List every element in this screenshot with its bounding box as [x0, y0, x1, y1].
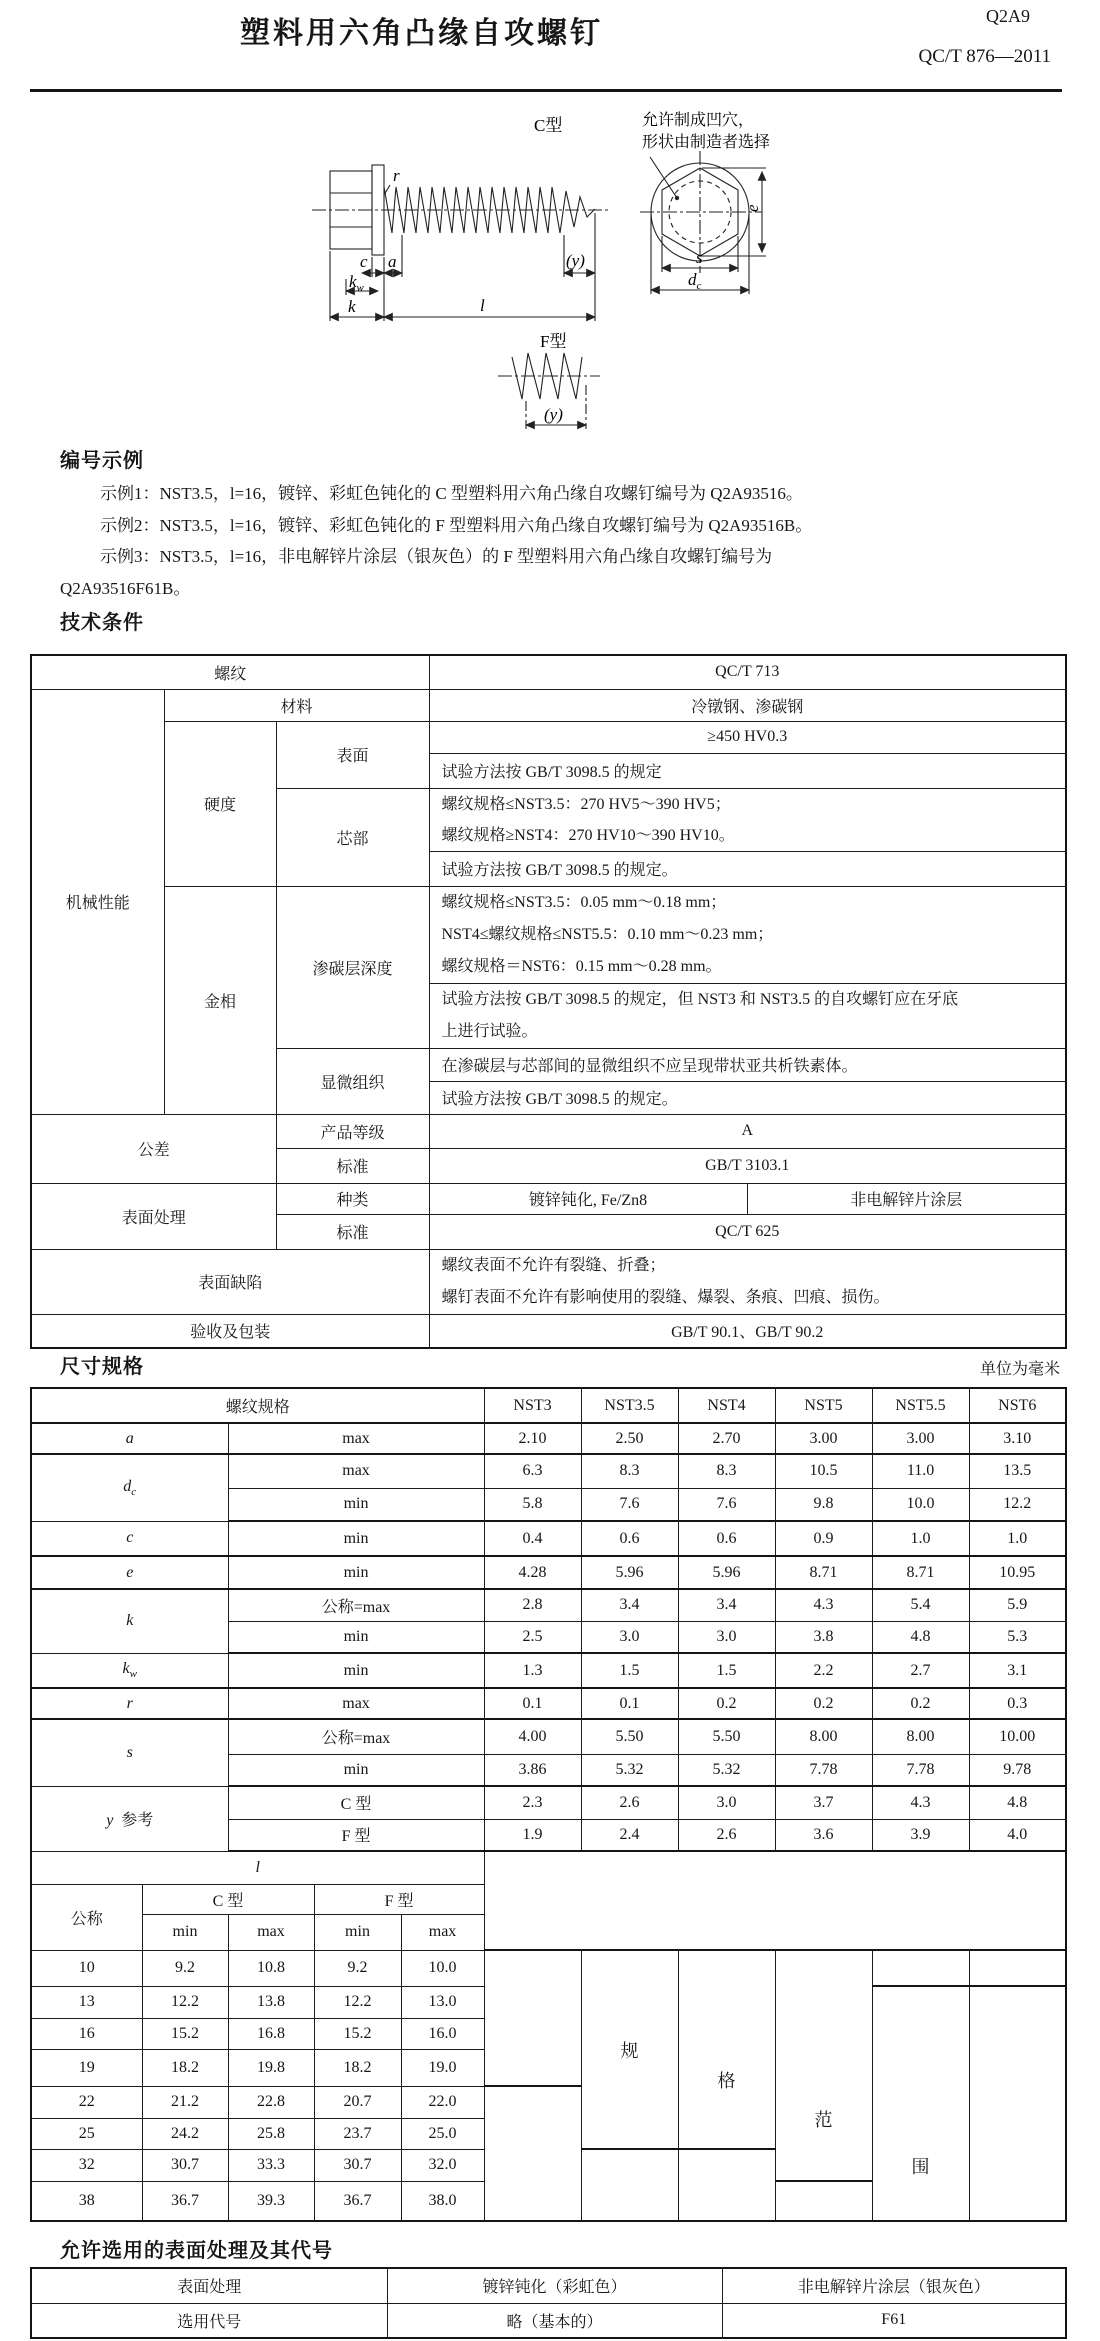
- cell: 0.1: [581, 1688, 678, 1719]
- numbering-heading: 编号示例: [60, 450, 144, 472]
- tech-defect-value: 螺纹表面不允许有裂缝、折叠； 螺钉表面不允许有影响使用的裂缝、爆裂、条痕、凹痕、损伤。: [429, 1249, 1066, 1314]
- range-nst5_5: 围: [872, 1986, 969, 2221]
- cell: 7.6: [581, 1488, 678, 1521]
- sub-label: max: [228, 1454, 484, 1488]
- size-table: [30, 1387, 1067, 2222]
- tech-metallo-label: 金相: [164, 886, 276, 1114]
- param-c: c: [31, 1521, 228, 1556]
- cell: 9.2: [314, 1950, 401, 1986]
- cell: 10.0: [401, 1950, 484, 1986]
- range-nst3: [484, 1950, 581, 2086]
- surface-row-label: 表面处理: [31, 2268, 387, 2303]
- dim-fy: (y): [544, 405, 563, 424]
- tech-kind-value1: 镀锌钝化, Fe/Zn8: [429, 1183, 747, 1214]
- cell: 20.7: [314, 2086, 401, 2118]
- tech-finish-std-label: 标准: [276, 1214, 429, 1249]
- cell: 3.9: [872, 1819, 969, 1851]
- tech-surface-method: 试验方法按 GB/T 3098.5 的规定: [429, 753, 1066, 788]
- cell: 13.5: [969, 1454, 1066, 1488]
- cell: 16.8: [228, 2018, 314, 2049]
- cell: 16: [31, 2018, 142, 2049]
- size-heading: 尺寸规格: [60, 1356, 144, 1378]
- cell: 3.7: [775, 1786, 872, 1819]
- param-e: e: [31, 1556, 228, 1589]
- cell: 10: [31, 1950, 142, 1986]
- cell: 8.3: [678, 1454, 775, 1488]
- dim-dc: $d_c$: [688, 270, 702, 292]
- range-nst5-bottom: [775, 2181, 872, 2221]
- dim-kw: $k_w$: [349, 272, 364, 294]
- tech-surface-value: ≥450 HV0.3: [429, 721, 1066, 753]
- cell: 4.00: [484, 1719, 581, 1754]
- cell: 2.4: [581, 1819, 678, 1851]
- cell: 2.3: [484, 1786, 581, 1819]
- cell: 30.7: [314, 2149, 401, 2181]
- cell: 5.50: [678, 1719, 775, 1754]
- tech-defect-label: 表面缺陷: [31, 1249, 429, 1314]
- tech-finish-label: 表面处理: [31, 1183, 276, 1249]
- cell: 13.8: [228, 1986, 314, 2018]
- example-3-line2: Q2A93516F61B。: [60, 578, 191, 598]
- cell: 0.1: [484, 1688, 581, 1719]
- cell: 13: [31, 1986, 142, 2018]
- tech-core-method: 试验方法按 GB/T 3098.5 的规定。: [429, 851, 1066, 886]
- cell: 3.8: [775, 1621, 872, 1653]
- cell: 0.2: [872, 1688, 969, 1719]
- cell: 4.3: [775, 1589, 872, 1621]
- dim-a: a: [388, 252, 397, 271]
- sub-label: 公称=max: [228, 1589, 484, 1621]
- surface-heading: 允许选用的表面处理及其代号: [60, 2240, 333, 2262]
- cell: 2.7: [872, 1653, 969, 1688]
- cell: 3.6: [775, 1819, 872, 1851]
- head-note-line2: 形状由制造者选择: [642, 134, 771, 151]
- cell: 36.7: [314, 2181, 401, 2221]
- param-kw: $k_w$: [31, 1653, 228, 1688]
- cell: 5.3: [969, 1621, 1066, 1653]
- example-1: 示例1：NST3.5，l=16，镀锌、彩虹色钝化的 C 型塑料用六角凸缘自攻螺钉编号为 Q2A93516。: [100, 484, 803, 503]
- cell: 19.0: [401, 2049, 484, 2086]
- cell: 非电解锌片涂层（银灰色）: [722, 2268, 1066, 2303]
- tech-material-value: 冷镦钢、渗碳钢: [429, 689, 1066, 721]
- range-nst3_5-bottom: [581, 2149, 678, 2221]
- cell: 8.00: [872, 1719, 969, 1754]
- cell: 4.0: [969, 1819, 1066, 1851]
- cell: 23.7: [314, 2118, 401, 2149]
- cell: 11.0: [872, 1454, 969, 1488]
- spec-nst6: NST6: [969, 1388, 1066, 1423]
- sub-label: min: [228, 1754, 484, 1786]
- sub-label: min: [228, 1621, 484, 1653]
- example-2: 示例2：NST3.5，l=16，镀锌、彩虹色钝化的 F 型塑料用六角凸缘自攻螺钉编号为 Q2A93516B。: [100, 515, 813, 535]
- technical-drawing: [150, 95, 950, 443]
- cell: 22: [31, 2086, 142, 2118]
- tech-surface-label: 表面: [276, 721, 429, 788]
- cell: 33.3: [228, 2149, 314, 2181]
- cell: 38: [31, 2181, 142, 2221]
- cell: 4.28: [484, 1556, 581, 1589]
- head-note-line1: 允许制成凹穴，: [642, 112, 755, 129]
- param-dc: $d_c$: [31, 1454, 228, 1521]
- cell: 13.0: [401, 1986, 484, 2018]
- cell: 6.3: [484, 1454, 581, 1488]
- cell: 12.2: [142, 1986, 228, 2018]
- cell: 7.78: [775, 1754, 872, 1786]
- cell: 18.2: [142, 2049, 228, 2086]
- tech-finish-std-value: QC/T 625: [429, 1214, 1066, 1249]
- doc-code: Q2A9: [986, 6, 1030, 26]
- cell: 1.9: [484, 1819, 581, 1851]
- tech-thread-label: 螺纹: [31, 655, 429, 689]
- tech-thread-value: QC/T 713: [429, 655, 1066, 689]
- dim-e: e: [743, 204, 762, 212]
- cell: 22.8: [228, 2086, 314, 2118]
- cell: 7.6: [678, 1488, 775, 1521]
- cell: 3.4: [678, 1589, 775, 1621]
- cell: 2.6: [581, 1786, 678, 1819]
- cell: 21.2: [142, 2086, 228, 2118]
- l-ftype-header: F 型: [314, 1884, 484, 1914]
- tech-tol-label: 公差: [31, 1114, 276, 1183]
- cell: 3.0: [581, 1621, 678, 1653]
- cell: 39.3: [228, 2181, 314, 2221]
- cell: 5.8: [484, 1488, 581, 1521]
- c-type-label: C型: [534, 116, 563, 135]
- cell: 32: [31, 2149, 142, 2181]
- cell: 1.5: [581, 1653, 678, 1688]
- cell: 4.8: [872, 1621, 969, 1653]
- header-rule: [30, 89, 1062, 92]
- cell: 10.95: [969, 1556, 1066, 1589]
- dim-y: (y): [566, 251, 585, 270]
- cell: 9.2: [142, 1950, 228, 1986]
- spec-nst5: NST5: [775, 1388, 872, 1423]
- range-nst4: 格: [678, 1950, 775, 2149]
- tech-hardness-label: 硬度: [164, 721, 276, 886]
- tech-carb-value: 螺纹规格≤NST3.5：0.05 mm～0.18 mm； NST4≤螺纹规格≤NST5.5：0.10 mm～0.23 mm； 螺纹规格＝NST6：0.15 mm～0.28 mm。: [429, 886, 1066, 983]
- range-nst4-bottom: [678, 2149, 775, 2221]
- cell: 22.0: [401, 2086, 484, 2118]
- cell: 19.8: [228, 2049, 314, 2086]
- tech-core-value: 螺纹规格≤NST3.5：270 HV5～390 HV5； 螺纹规格≥NST4：270 HV10～390 HV10。: [429, 788, 1066, 851]
- sub-label: max: [228, 1688, 484, 1719]
- sub-label: min: [228, 1653, 484, 1688]
- cell: 32.0: [401, 2149, 484, 2181]
- tech-grade-label: 产品等级: [276, 1114, 429, 1148]
- tech-kind-value2: 非电解锌片涂层: [747, 1183, 1066, 1214]
- cell: 5.50: [581, 1719, 678, 1754]
- param-s: s: [31, 1719, 228, 1786]
- cell: 2.2: [775, 1653, 872, 1688]
- cell: F61: [722, 2303, 1066, 2338]
- cell: 0.3: [969, 1688, 1066, 1719]
- l-nom-header: 公称: [31, 1884, 142, 1950]
- cell: 16.0: [401, 2018, 484, 2049]
- cell: 10.0: [872, 1488, 969, 1521]
- sub-label: F 型: [228, 1819, 484, 1851]
- cell: 24.2: [142, 2118, 228, 2149]
- tech-micro-method: 试验方法按 GB/T 3098.5 的规定。: [429, 1081, 1066, 1114]
- sub-label: max: [228, 1423, 484, 1454]
- sub-label: min: [142, 1914, 228, 1950]
- unit-note: 单位为毫米: [979, 1361, 1060, 1378]
- cell: 9.8: [775, 1488, 872, 1521]
- dim-c: c: [360, 252, 368, 271]
- range-nst5_5-top: [872, 1950, 969, 1986]
- cell: 36.7: [142, 2181, 228, 2221]
- tech-heading: 技术条件: [60, 612, 144, 634]
- cell: 0.9: [775, 1521, 872, 1556]
- tech-core-label: 芯部: [276, 788, 429, 886]
- spec-nst3_5: NST3.5: [581, 1388, 678, 1423]
- cell: 0.4: [484, 1521, 581, 1556]
- param-a: a: [31, 1423, 228, 1454]
- range-nst3-bottom: [484, 2086, 581, 2221]
- range-nst6-top: [969, 1950, 1066, 1986]
- cell: 3.86: [484, 1754, 581, 1786]
- sub-label: min: [314, 1914, 401, 1950]
- cell: 2.10: [484, 1423, 581, 1454]
- cell: 19: [31, 2049, 142, 2086]
- page-title: 塑料用六角凸缘自攻螺钉: [240, 17, 603, 50]
- example-3-line1: 示例3：NST3.5，l=16，非电解锌片涂层（银灰色）的 F 型塑料用六角凸缘自攻螺钉编号为: [100, 547, 773, 566]
- cell: 10.5: [775, 1454, 872, 1488]
- cell: 0.2: [775, 1688, 872, 1719]
- cell: 1.5: [678, 1653, 775, 1688]
- tech-table: [30, 654, 1067, 1349]
- cell: 2.50: [581, 1423, 678, 1454]
- cell: 镀锌钝化（彩虹色）: [387, 2268, 722, 2303]
- cell: 1.0: [872, 1521, 969, 1556]
- cell: 1.0: [969, 1521, 1066, 1556]
- spec-nst5_5: NST5.5: [872, 1388, 969, 1423]
- numbering-examples: [60, 478, 1060, 604]
- cell: 30.7: [142, 2149, 228, 2181]
- cell: 3.10: [969, 1423, 1066, 1454]
- sub-label: 公称=max: [228, 1719, 484, 1754]
- tech-tol-std-value: GB/T 3103.1: [429, 1148, 1066, 1183]
- tech-kind-label: 种类: [276, 1183, 429, 1214]
- sub-label: C 型: [228, 1786, 484, 1819]
- cell: 略（基本的）: [387, 2303, 722, 2338]
- spec-nst4: NST4: [678, 1388, 775, 1423]
- tech-grade-value: A: [429, 1114, 1066, 1148]
- dim-r: r: [393, 166, 400, 185]
- cell: 5.32: [581, 1754, 678, 1786]
- cell: 2.6: [678, 1819, 775, 1851]
- sub-label: min: [228, 1556, 484, 1589]
- param-k: k: [31, 1589, 228, 1653]
- tech-carb-method: 试验方法按 GB/T 3098.5 的规定，但 NST3 和 NST3.5 的自攻螺钉应在牙底 上进行试验。: [429, 983, 1066, 1048]
- cell: 10.00: [969, 1719, 1066, 1754]
- dim-l: l: [480, 296, 485, 315]
- cell: 8.71: [775, 1556, 872, 1589]
- range-header-space: [484, 1851, 1066, 1950]
- cell: 7.78: [872, 1754, 969, 1786]
- tech-tol-std-label: 标准: [276, 1148, 429, 1183]
- cell: 5.96: [678, 1556, 775, 1589]
- cell: 10.8: [228, 1950, 314, 1986]
- cell: 25.0: [401, 2118, 484, 2149]
- spec-header: 螺纹规格: [31, 1388, 484, 1423]
- cell: 25: [31, 2118, 142, 2149]
- cell: 1.3: [484, 1653, 581, 1688]
- cell: 3.4: [581, 1589, 678, 1621]
- range-nst5: 范: [775, 1950, 872, 2181]
- cell: 5.4: [872, 1589, 969, 1621]
- cell: 4.8: [969, 1786, 1066, 1819]
- tech-carb-label: 渗碳层深度: [276, 886, 429, 1048]
- code-row-label: 选用代号: [31, 2303, 387, 2338]
- tech-accept-label: 验收及包装: [31, 1314, 429, 1348]
- spec-nst3: NST3: [484, 1388, 581, 1423]
- cell: 12.2: [314, 1986, 401, 2018]
- tech-mech-label: 机械性能: [31, 689, 164, 1114]
- cell: 3.0: [678, 1786, 775, 1819]
- cell: 5.32: [678, 1754, 775, 1786]
- range-nst6: [969, 1986, 1066, 2221]
- cell: 5.9: [969, 1589, 1066, 1621]
- cell: 5.96: [581, 1556, 678, 1589]
- dim-s: s: [696, 248, 703, 267]
- cell: 0.2: [678, 1688, 775, 1719]
- cell: 15.2: [314, 2018, 401, 2049]
- sub-label: max: [401, 1914, 484, 1950]
- cell: 2.5: [484, 1621, 581, 1653]
- standard-number: QC/T 876—2011: [918, 46, 1051, 67]
- param-l: l: [31, 1851, 484, 1884]
- param-r: r: [31, 1688, 228, 1719]
- l-ctype-header: C 型: [142, 1884, 314, 1914]
- cell: 38.0: [401, 2181, 484, 2221]
- cell: 25.8: [228, 2118, 314, 2149]
- sub-label: min: [228, 1488, 484, 1521]
- cell: 8.71: [872, 1556, 969, 1589]
- sub-label: min: [228, 1521, 484, 1556]
- dim-k: k: [348, 297, 356, 316]
- cell: 2.70: [678, 1423, 775, 1454]
- f-type-label: F型: [540, 332, 567, 351]
- tech-micro-value: 在渗碳层与芯部间的显微组织不应呈现带状亚共析铁素体。: [429, 1048, 1066, 1081]
- tech-micro-label: 显微组织: [276, 1048, 429, 1114]
- cell: 4.3: [872, 1786, 969, 1819]
- cell: 8.00: [775, 1719, 872, 1754]
- cell: 9.78: [969, 1754, 1066, 1786]
- surface-table: [30, 2267, 1067, 2339]
- cell: 15.2: [142, 2018, 228, 2049]
- tech-accept-value: GB/T 90.1、GB/T 90.2: [429, 1314, 1066, 1348]
- cell: 0.6: [678, 1521, 775, 1556]
- tech-material-label: 材料: [164, 689, 429, 721]
- cell: 3.1: [969, 1653, 1066, 1688]
- cell: 12.2: [969, 1488, 1066, 1521]
- cell: 2.8: [484, 1589, 581, 1621]
- cell: 8.3: [581, 1454, 678, 1488]
- cell: 0.6: [581, 1521, 678, 1556]
- range-nst3_5: 规: [581, 1950, 678, 2149]
- cell: 18.2: [314, 2049, 401, 2086]
- cell: 3.0: [678, 1621, 775, 1653]
- cell: 3.00: [872, 1423, 969, 1454]
- cell: 3.00: [775, 1423, 872, 1454]
- param-y: y 参考: [31, 1786, 228, 1851]
- sub-label: max: [228, 1914, 314, 1950]
